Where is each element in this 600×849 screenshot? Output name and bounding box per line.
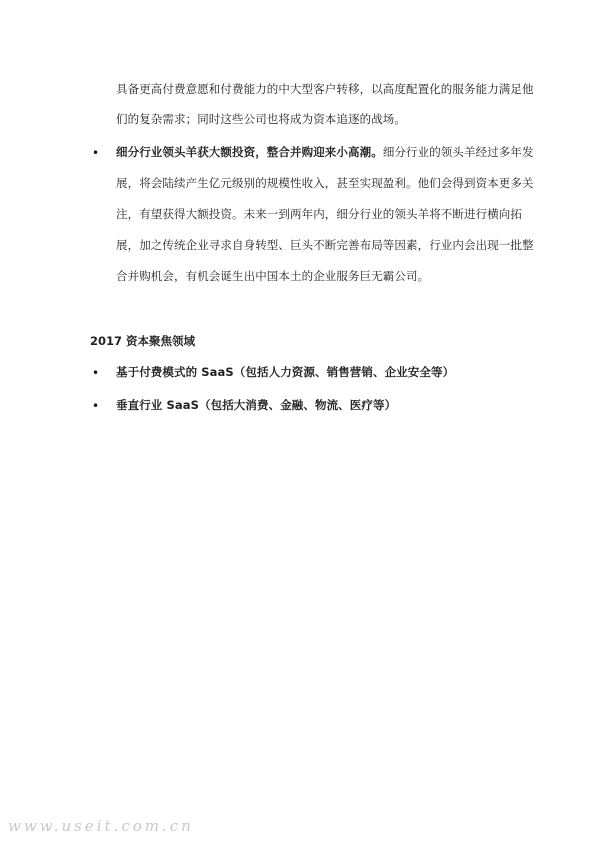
bullet-line: 合并购机会，有机会诞生出中国本土的企业服务巨无霸公司。 (116, 269, 430, 283)
bullet-item (116, 144, 534, 160)
paragraph-line: 具备更高付费意愿和付费能力的中大型客户转移，以高度配置化的服务能力满足他 (116, 82, 534, 96)
bullet-line: 展，将会陆续产生亿元级别的规模性收入，甚至实现盈利。他们会得到资本更多关 (116, 176, 534, 190)
bullet-text: 细分行业的领头羊经过多年发 (382, 145, 534, 159)
focus-area-item: 基于付费模式的 SaaS（包括人力资源、销售营销、企业安全等） (116, 365, 455, 379)
section-heading: 2017 资本聚焦领域 (90, 334, 196, 348)
bullet-line: 展，加之传统企业寻求自身转型、巨头不断完善布局等因素，行业内会出现一批整 (116, 238, 534, 252)
bullet-marker: • (92, 399, 100, 413)
paragraph-line: 们的复杂需求；同时这些公司也将成为资本追逐的战场。 (116, 112, 406, 126)
bullet-bold-lead: 细分行业领头羊获大额投资，整合并购迎来小高潮。 (116, 145, 383, 159)
bullet-line: 注，有望获得大额投资。未来一到两年内，细分行业的领头羊将不断进行横向拓 (116, 207, 522, 221)
bullet-marker: • (92, 146, 100, 160)
watermark: www.useit.com.cn (8, 817, 194, 835)
focus-area-item: 垂直行业 SaaS（包括大消费、金融、物流、医疗等） (116, 398, 397, 412)
bullet-marker: • (92, 366, 100, 380)
